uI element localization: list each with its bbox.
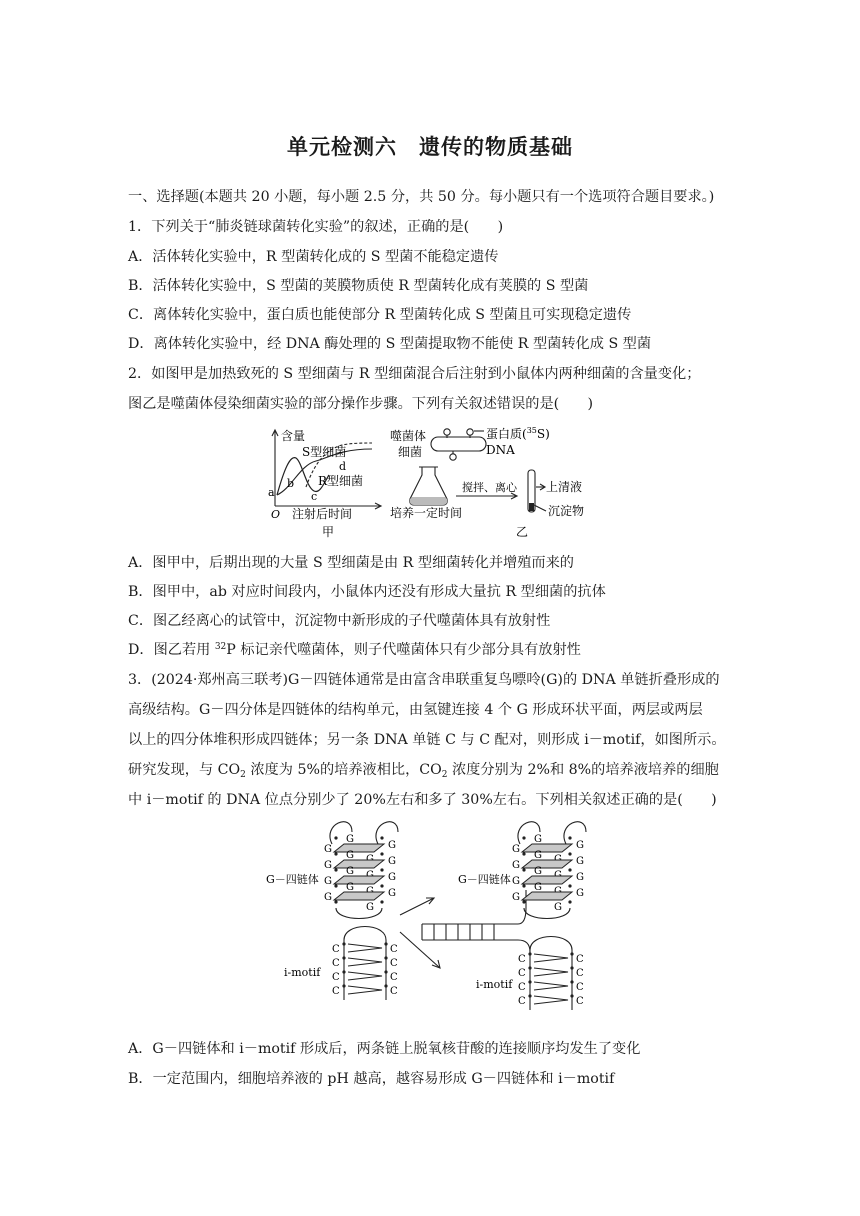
- g4-left-node: [334, 836, 337, 839]
- g4-right-plane: [522, 844, 572, 852]
- g4-left-letter: G: [388, 888, 396, 899]
- imotif-label-left: i-motif: [284, 966, 321, 979]
- g4-right-letter: G: [576, 872, 584, 883]
- g4-right-letter: G: [576, 888, 584, 899]
- g4-left-plane: [334, 860, 384, 868]
- jia-xlabel: 注射后时间: [292, 507, 353, 521]
- g4-left-node: [380, 852, 383, 855]
- g4-left-node: [334, 868, 337, 871]
- imotif-left-node: [384, 984, 387, 987]
- g4-right-plane: [522, 876, 572, 884]
- imotif-right-letter: C: [576, 982, 584, 993]
- jia-s-label: S型细菌: [302, 445, 347, 459]
- imotif-left-node: [342, 970, 345, 973]
- q2-stem-line1: 2．如图甲是加热致死的 S 型细菌与 R 型细菌混合后注射到小鼠体内两种细菌的含量变化；: [128, 366, 701, 382]
- imotif-left-letter: C: [332, 958, 340, 969]
- g4-left-node: [380, 868, 383, 871]
- g4-right-letter: G: [534, 882, 542, 893]
- q3-stem-line4: 研究发现，与 $CO_2$ 浓度为 5%的培养液相比，$CO_2$ 浓度分别为 2%和 8%的培养液培养的细胞: [128, 762, 719, 780]
- q3-stem-line1: 3．(2024·郑州高三联考)G－四链体通常是由富含串联重复鸟嘌呤(G)的 DNA 单链折叠形成的: [128, 672, 720, 688]
- imotif-right-letter: C: [576, 954, 584, 965]
- g4-left-letter: G: [388, 872, 396, 883]
- yi-bacteria-label: 细菌: [398, 445, 423, 459]
- g4-right-node: [568, 900, 571, 903]
- g4-right-letter: G: [554, 902, 562, 913]
- section-heading: 一、选择题(本题共 20 小题，每小题 2.5 分，共 50 分。每小题只有一个选项符合题目要求。): [128, 189, 715, 205]
- imotif-right-node: [570, 980, 573, 983]
- g4-left-node: [334, 884, 337, 887]
- imotif-right-letter: C: [518, 996, 526, 1007]
- g4-left-plane: [334, 892, 384, 900]
- g4-right-letter: G: [534, 850, 542, 861]
- imotif-left-letter: C: [332, 972, 340, 983]
- imotif-left-node: [384, 970, 387, 973]
- imotif-left-letter: C: [332, 986, 340, 997]
- g4-right-letter: G: [576, 856, 584, 867]
- imotif-left-letter: C: [390, 986, 398, 997]
- g4-right-node: [568, 868, 571, 871]
- g4-left-letter: G: [346, 882, 354, 893]
- imotif-right-letter: C: [576, 996, 584, 1007]
- g4-right-node: [522, 836, 525, 839]
- g4-left-node: [334, 852, 337, 855]
- g4-left-letter: G: [324, 860, 332, 871]
- g4-right-node: [522, 868, 525, 871]
- imotif-right-node: [528, 980, 531, 983]
- g4-left-letter: G: [388, 856, 396, 867]
- imotif-left-node: [342, 956, 345, 959]
- jia-r-label: R型细菌: [318, 474, 364, 488]
- imotif-left-node: [384, 956, 387, 959]
- q2-option-b: B．图甲中，ab 对应时间段内，小鼠体内还没有形成大量抗 R 型细菌的抗体: [128, 584, 606, 600]
- g4-right-node: [568, 884, 571, 887]
- g4-right-node: [522, 884, 525, 887]
- q3-stem-line3: 以上的四分体堆积形成四链体；另一条 DNA 单链 C 与 C 配对，则形成 i－motif，如图所示。: [128, 732, 726, 748]
- g4-right-node: [522, 852, 525, 855]
- imotif-left-letter: C: [390, 944, 398, 955]
- q1-stem: 1．下列关于“肺炎链球菌转化实验”的叙述，正确的是( ): [128, 219, 504, 235]
- g4-left-node: [380, 900, 383, 903]
- imotif-right-letter: C: [518, 954, 526, 965]
- imotif-right-letter: C: [518, 982, 526, 993]
- jia-point-b: b: [287, 477, 295, 490]
- imotif-left-node: [384, 942, 387, 945]
- q3-stem-line2: 高级结构。G－四分体是四链体的结构单元，由氢键连接 4 个 G 形成环状平面，两层或两层: [128, 702, 703, 718]
- imotif-left-node: [342, 984, 345, 987]
- g4-left-node: [380, 884, 383, 887]
- jia-point-c: c: [311, 490, 318, 503]
- yi-protein-label: 蛋白质($^{35}$S): [486, 426, 550, 441]
- imotif-left-node: [342, 942, 345, 945]
- yi-caption: 乙: [516, 525, 529, 539]
- imotif-left-letter: C: [332, 944, 340, 955]
- jia-point-d: d: [339, 460, 347, 473]
- jia-ylabel: 含量: [281, 429, 306, 443]
- g4-left-letter: G: [366, 902, 374, 913]
- yi-phage-label: 噬菌体: [390, 429, 427, 443]
- g4-right-letter: G: [534, 866, 542, 877]
- imotif-left-letter: C: [390, 958, 398, 969]
- g4-left-letter: G: [324, 876, 332, 887]
- yi-supernatant-label: 上清液: [546, 480, 583, 494]
- imotif-right-node: [570, 952, 573, 955]
- g4-label-left: G－四链体: [266, 873, 319, 886]
- q1-option-d: D．离体转化实验中，经 DNA 酶处理的 S 型菌提取物不能使 R 型菌转化成 S 型菌: [128, 336, 652, 352]
- g4-left-node: [334, 900, 337, 903]
- yi-culture-label: 培养一定时间: [390, 506, 463, 520]
- q1-option-c: C．离体转化实验中，蛋白质也能使部分 R 型菌转化成 S 型菌且可实现稳定遗传: [128, 307, 632, 323]
- imotif-right-node: [570, 994, 573, 997]
- q3-option-b: B．一定范围内，细胞培养液的 pH 越高，越容易形成 G－四链体和 i－motif: [128, 1071, 615, 1087]
- imotif-label-right: i-motif: [476, 978, 513, 991]
- g4-right-letter: G: [512, 876, 520, 887]
- q2-stem-line2: 图乙是噬菌体侵染细菌实验的部分操作步骤。下列有关叙述错误的是( ): [128, 396, 594, 412]
- g4-left-letter: G: [346, 866, 354, 877]
- q1-option-b: B．活体转化实验中，S 型菌的荚膜物质使 R 型菌转化成有荚膜的 S 型菌: [128, 278, 589, 294]
- g4-left-letter: G: [346, 850, 354, 861]
- yi-dna-label: DNA: [486, 443, 515, 457]
- figure-jia: [262, 425, 390, 540]
- imotif-right-letter: C: [518, 968, 526, 979]
- g4-right-letter: G: [512, 892, 520, 903]
- q3-option-a: A．G－四链体和 i－motif 形成后，两条链上脱氧核苷酸的连接顺序均发生了变化: [128, 1041, 641, 1057]
- imotif-left-letter: C: [390, 972, 398, 983]
- figure-yi: [388, 423, 603, 540]
- imotif-right-node: [528, 952, 531, 955]
- g4-left-letter: G: [346, 834, 354, 845]
- q1-option-a: A．活体转化实验中，R 型菌转化成的 S 型菌不能稳定遗传: [128, 249, 499, 265]
- jia-caption: 甲: [322, 525, 335, 539]
- imotif-right-node: [570, 966, 573, 969]
- g4-right-node: [568, 852, 571, 855]
- q3-stem-line5: 中 i－motif 的 DNA 位点分别少了 20%左右和多了 30%左右。下列相关叙述正确的是( ): [128, 792, 717, 808]
- page-title: 单元检测六 遗传的物质基础: [287, 135, 573, 159]
- q2-option-a: A．图甲中，后期出现的大量 S 型细菌是由 R 型细菌转化并增殖而来的: [128, 555, 574, 571]
- g4-right-letter: G: [512, 844, 520, 855]
- q2-option-c: C．图乙经离心的试管中，沉淀物中新形成的子代噬菌体具有放射性: [128, 613, 551, 629]
- g4-right-letter: G: [576, 840, 584, 851]
- g4-right-letter: G: [512, 860, 520, 871]
- g4-left-plane: [334, 876, 384, 884]
- g4-left-plane: [334, 844, 384, 852]
- g4-left-letter: G: [324, 892, 332, 903]
- g4-right-letter: G: [534, 834, 542, 845]
- g4-right-node: [522, 900, 525, 903]
- q2-option-d: D．图乙若用 $^{32}$P 标记亲代噬菌体，则子代噬菌体只有少部分具有放射性: [128, 642, 581, 658]
- imotif-right-node: [528, 966, 531, 969]
- g4-left-letter: G: [388, 840, 396, 851]
- g4-right-plane: [522, 860, 572, 868]
- g4-label-right: G－四链体: [458, 873, 511, 886]
- figure-q3-quadruplex: [262, 820, 607, 1028]
- g4-left-node: [380, 836, 383, 839]
- yi-precipitate-label: 沉淀物: [548, 504, 585, 518]
- jia-point-a: a: [268, 486, 275, 499]
- yi-arrow-label: 搅拌、离心: [462, 481, 517, 494]
- g4-right-node: [568, 836, 571, 839]
- imotif-right-letter: C: [576, 968, 584, 979]
- imotif-right-node: [528, 994, 531, 997]
- g4-right-plane: [522, 892, 572, 900]
- jia-origin: O: [271, 508, 281, 521]
- g4-left-letter: G: [324, 844, 332, 855]
